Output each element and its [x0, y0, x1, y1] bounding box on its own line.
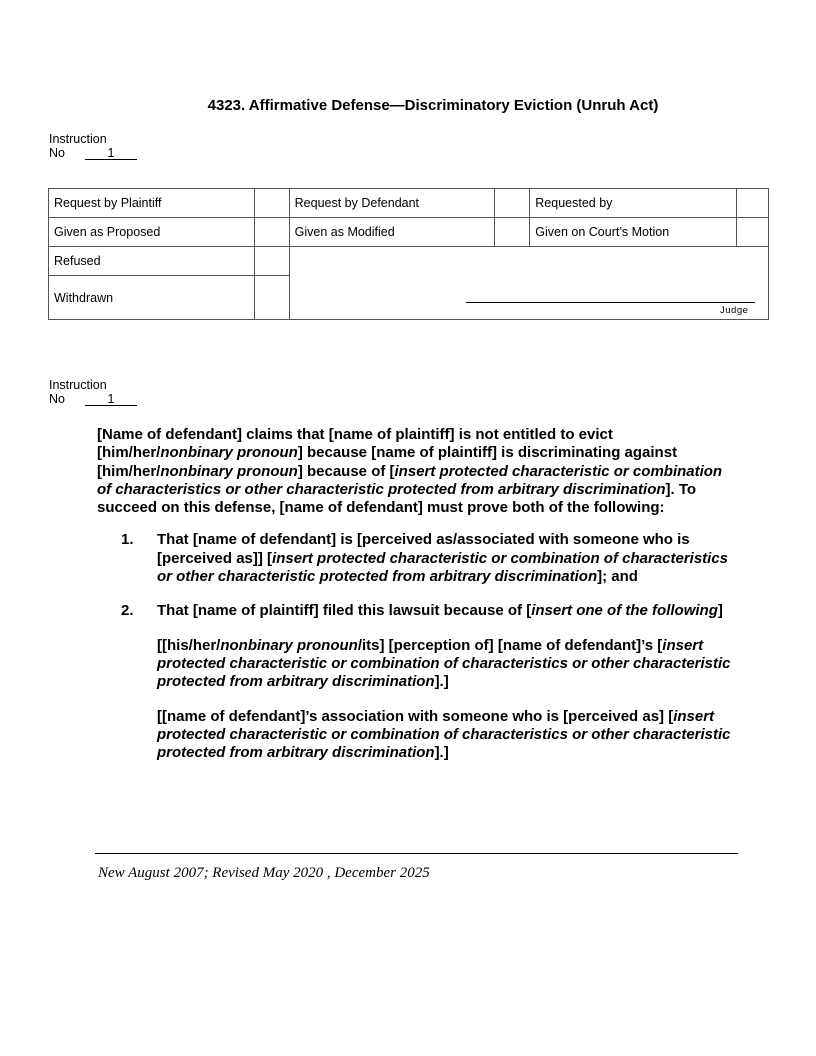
- given-as-modified-box[interactable]: [495, 218, 530, 247]
- history-note: New August 2007; Revised May 2020 , December 2025: [98, 865, 430, 881]
- text-run: [[his/her/: [157, 636, 221, 654]
- text-run: [Name of defendant] claims that [name of plaintiff] is not entitled to evict [him/her/: [97, 426, 613, 462]
- judge-signature-line: [466, 302, 755, 303]
- item-paragraph: [157, 531, 737, 586]
- text-run: ] because of [: [297, 462, 395, 480]
- italic-run: insert protected characteristic or combination of characteristics or other characteristic protected from arbitrary discrimination: [157, 549, 729, 586]
- option-paragraph: [157, 637, 737, 692]
- item-paragraph: [157, 602, 737, 620]
- judge-label: Judge: [720, 305, 749, 316]
- italic-run: insert one of the following: [531, 602, 718, 620]
- withdrawn-box[interactable]: [254, 276, 289, 320]
- request-by-plaintiff-box[interactable]: [254, 189, 289, 218]
- instruction-number: 1: [85, 147, 137, 160]
- instruction-number-block: [49, 132, 137, 160]
- list-item: [97, 602, 737, 762]
- refused-box[interactable]: [254, 247, 289, 276]
- italic-run: nonbinary pronoun: [160, 462, 298, 480]
- elements-list: [97, 531, 737, 762]
- instruction-label: Instruction: [49, 378, 107, 392]
- given-as-proposed-box[interactable]: [254, 218, 289, 247]
- italic-run: insert protected characteristic or combination of characteristics or other characteristic protected from arbitrary discrimination: [157, 707, 731, 762]
- option-paragraph: [157, 708, 737, 763]
- instruction-body: [97, 426, 737, 762]
- italic-run: insert protected characteristic or combination of characteristics or other characteristic protected from arbitrary discrimination: [157, 636, 731, 691]
- request-by-plaintiff-label: Request by Plaintiff: [49, 189, 255, 218]
- withdrawn-label: Withdrawn: [49, 276, 255, 320]
- request-table: [48, 188, 769, 320]
- instruction-number: 1: [85, 393, 137, 406]
- request-by-defendant-label: Request by Defendant: [289, 189, 495, 218]
- instruction-label: Instruction: [49, 132, 107, 146]
- requested-by-box[interactable]: [737, 189, 769, 218]
- refused-label: Refused: [49, 247, 255, 276]
- italic-run: nonbinary pronoun: [160, 444, 298, 462]
- text-run: [[name of defendant]’s association with someone who is [perceived as] [: [157, 707, 674, 725]
- requested-by-label: Requested by: [530, 189, 737, 218]
- no-label: No: [49, 392, 65, 406]
- italic-run: nonbinary pronoun: [220, 636, 358, 654]
- instruction-number-block-2: [49, 378, 137, 406]
- given-on-court-motion-label: Given on Court’s Motion: [530, 218, 737, 247]
- text-run: ]: [717, 602, 723, 620]
- text-run: /its] [perception of] [name of defendant]’s [: [357, 636, 663, 654]
- italic-run: insert protected characteristic or combination of characteristics or other characteristic protected from arbitrary discrimination: [97, 462, 723, 498]
- text-run: ].]: [434, 673, 449, 691]
- no-label: No: [49, 146, 65, 160]
- item-number: 2.: [121, 602, 134, 620]
- divider: [95, 853, 738, 854]
- given-as-proposed-label: Given as Proposed: [49, 218, 255, 247]
- instruction-no-line: [49, 392, 137, 406]
- judge-signature-area: [289, 247, 768, 320]
- text-run: ].]: [434, 744, 449, 762]
- intro-paragraph: [97, 426, 737, 517]
- request-by-defendant-box[interactable]: [495, 189, 530, 218]
- given-on-court-motion-box[interactable]: [737, 218, 769, 247]
- page-title: 4323. Affirmative Defense—Discriminatory Eviction (Unruh Act): [207, 97, 659, 114]
- list-item: [97, 531, 737, 586]
- text-run: ]; and: [597, 568, 638, 586]
- given-as-modified-label: Given as Modified: [289, 218, 495, 247]
- text-run: ]. To succeed on this defense, [name of defendant] must prove both of the following:: [97, 480, 697, 517]
- item-number: 1.: [121, 531, 134, 549]
- text-run: ] because [name of plaintiff] is discriminating against [him/her/: [97, 444, 678, 480]
- text-run: That [name of defendant] is [perceived as/associated with someone who is [perceived as]] [: [157, 531, 690, 567]
- instruction-no-line: [49, 146, 137, 160]
- text-run: That [name of plaintiff] filed this lawsuit because of [: [157, 602, 532, 620]
